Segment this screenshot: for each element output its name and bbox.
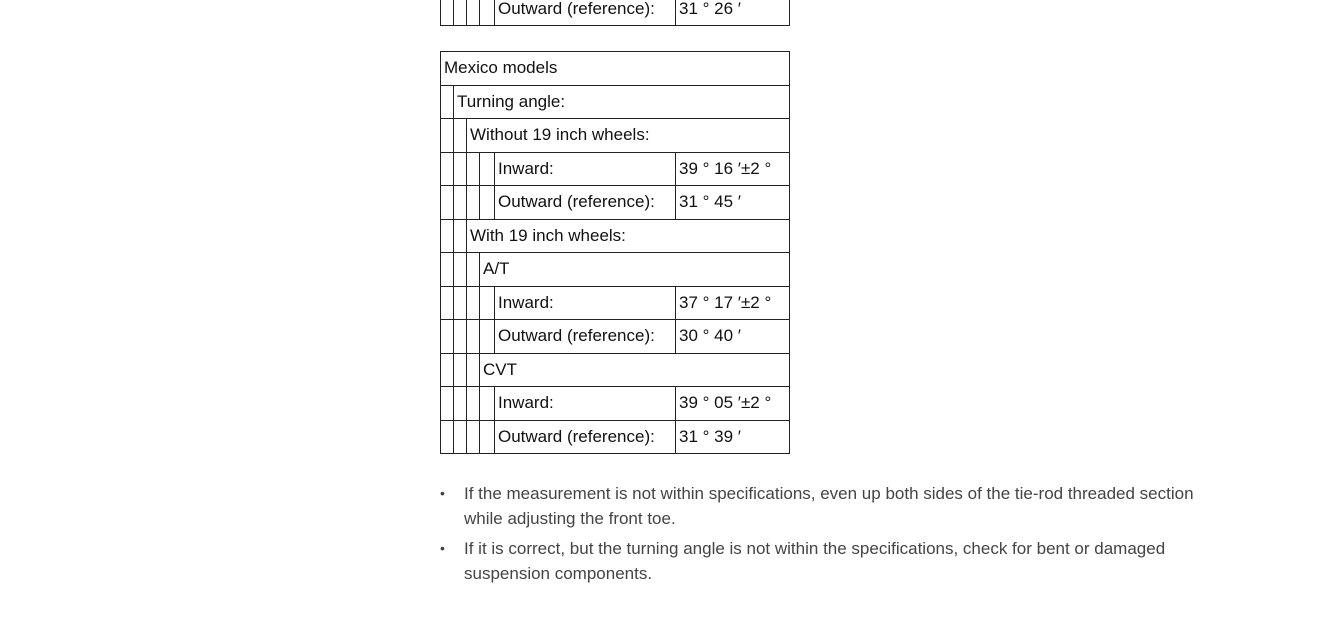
indent-cell (441, 219, 454, 253)
indent-cell (467, 353, 480, 387)
table-row (441, 253, 790, 287)
outward-value: 31 ° 39 ′ (676, 420, 790, 454)
list-item (440, 481, 1220, 531)
indent-cell (467, 186, 480, 220)
inward-label: Inward: (495, 286, 676, 320)
indent-cell (467, 286, 480, 320)
table-row (441, 219, 790, 253)
notes-list (440, 481, 1220, 591)
section-title: Mexico models (441, 52, 790, 86)
indent-cell (441, 320, 454, 354)
with-19-label: With 19 inch wheels: (467, 219, 790, 253)
cvt-label: CVT (480, 353, 790, 387)
indent-cell (441, 152, 454, 186)
indent-cell (467, 152, 480, 186)
indent-cell (480, 0, 495, 26)
inward-label: Inward: (495, 387, 676, 421)
inward-value: 39 ° 05 ′±2 ° (676, 387, 790, 421)
bullet-icon: • (440, 485, 445, 501)
outward-label: Outward (reference): (495, 320, 676, 354)
note-text: If it is correct, but the turning angle is not within the specifications, check for bent or damaged suspension components. (464, 539, 1166, 583)
table-row (441, 0, 790, 26)
outward-label: Outward (reference): (495, 0, 676, 26)
indent-cell (480, 286, 495, 320)
outward-label: Outward (reference): (495, 420, 676, 454)
table-row (441, 52, 790, 86)
inward-value: 37 ° 17 ′±2 ° (676, 286, 790, 320)
indent-cell (441, 286, 454, 320)
table-row (441, 320, 790, 354)
table-row (441, 387, 790, 421)
indent-cell (454, 353, 467, 387)
indent-cell (441, 387, 454, 421)
indent-cell (467, 320, 480, 354)
table-row (441, 286, 790, 320)
turning-angle-label: Turning angle: (454, 85, 790, 119)
indent-cell (441, 253, 454, 287)
indent-cell (454, 420, 467, 454)
outward-value: 31 ° 26 ′ (676, 0, 790, 26)
indent-cell (480, 320, 495, 354)
indent-cell (441, 186, 454, 220)
indent-cell (441, 85, 454, 119)
table-row (441, 85, 790, 119)
indent-cell (480, 420, 495, 454)
indent-cell (454, 320, 467, 354)
indent-cell (454, 119, 467, 153)
indent-cell (454, 286, 467, 320)
indent-cell (441, 119, 454, 153)
indent-cell (480, 152, 495, 186)
indent-cell (480, 387, 495, 421)
inward-label: Inward: (495, 152, 676, 186)
list-item (440, 536, 1220, 586)
indent-cell (441, 353, 454, 387)
outward-value: 30 ° 40 ′ (676, 320, 790, 354)
indent-cell (480, 186, 495, 220)
table-row (441, 353, 790, 387)
without-19-label: Without 19 inch wheels: (467, 119, 790, 153)
indent-cell (467, 0, 480, 26)
bullet-icon: • (440, 540, 445, 556)
table-row (441, 119, 790, 153)
table-row (441, 186, 790, 220)
indent-cell (454, 0, 467, 26)
outward-value: 31 ° 45 ′ (676, 186, 790, 220)
indent-cell (454, 253, 467, 287)
note-text: If the measurement is not within specifications, even up both sides of the tie-rod threaded section while adjusting the front toe. (464, 484, 1194, 528)
indent-cell (454, 186, 467, 220)
indent-cell (454, 387, 467, 421)
table-row (441, 420, 790, 454)
inward-value: 39 ° 16 ′±2 ° (676, 152, 790, 186)
outward-label: Outward (reference): (495, 186, 676, 220)
spec-table-mexico (440, 51, 790, 454)
indent-cell (441, 0, 454, 26)
indent-cell (454, 219, 467, 253)
at-label: A/T (480, 253, 790, 287)
indent-cell (441, 420, 454, 454)
indent-cell (467, 253, 480, 287)
table-row (441, 152, 790, 186)
spec-table-previous (440, 0, 790, 26)
indent-cell (467, 420, 480, 454)
indent-cell (467, 387, 480, 421)
indent-cell (454, 152, 467, 186)
